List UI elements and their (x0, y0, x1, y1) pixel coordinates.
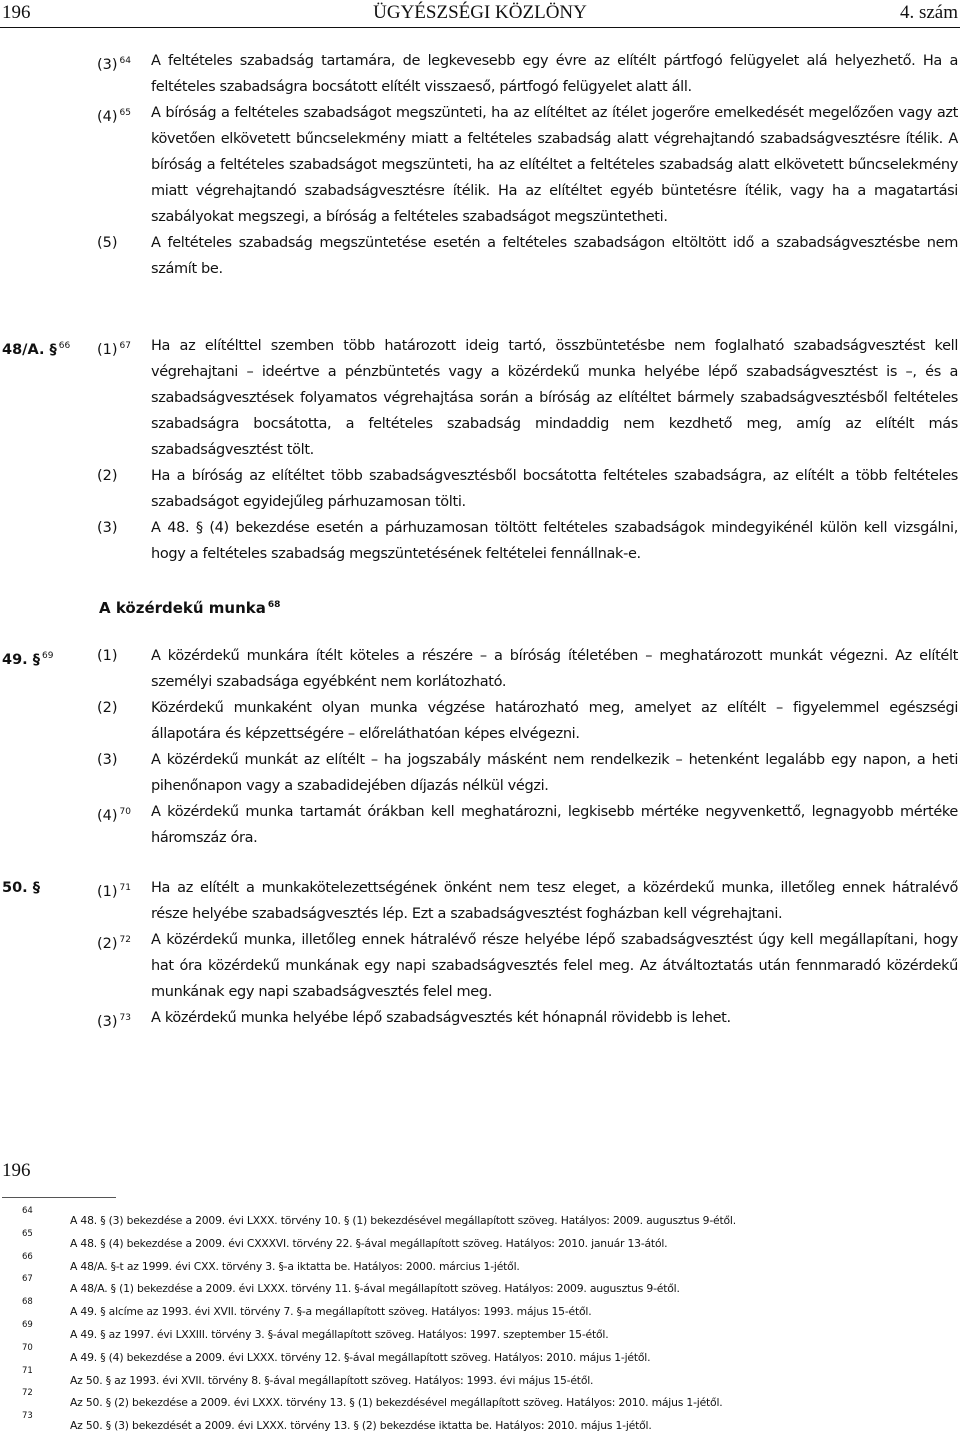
section-49 (0, 643, 960, 851)
footnote-number: 64 (22, 1206, 33, 1216)
paragraph-label: (3) (97, 520, 118, 536)
footnote-text: A 48/A. § (1) bekezdése a 2009. évi LXXX. törvény 11. §-ával megállapított szöveg. Hatályos: 2009. augusztus 9-étől. (70, 1282, 680, 1296)
footnote (0, 1388, 960, 1415)
paragraph-48-5 (0, 230, 960, 282)
footnote (0, 1251, 960, 1279)
paragraph-48-4 (0, 100, 960, 230)
footnote-ref: 68 (267, 600, 281, 610)
footnote (0, 1228, 960, 1256)
footnote-number: 70 (22, 1342, 33, 1353)
paragraph-text: A bíróság a feltételes szabadságot megszünteti, ha az elítéltet az ítélet jogerőre emelkedését megelőzően vagy azt követően elkövetett bűncselekmény miatt a feltételes szabadság alatt végrehajtandó szabadságvesztésre ítélik. A bíróság a feltételes szabadságot megszünteti, ha az elítéltet a feltételes szabadság alatt elkövetett bűncselekmény miatt végrehajtandó szabadságvesztésre ítélik. Ha az elítéltet egyéb büntetésre ítélik, vagy ha a magatartási szabályokat megszegi, a bíróság a feltételes szabadságot megszüntetheti. (151, 105, 958, 225)
footnote (0, 1342, 960, 1370)
footnote-text: A 49. § alcíme az 1993. évi XVII. törvény 7. §-a megállapított szöveg. Hatályos: 1993. május 15-étől. (70, 1305, 592, 1319)
section-label: 48/A. § $^{66}$ (2, 341, 71, 358)
paragraph-48-3 (0, 48, 960, 100)
footnote (0, 1411, 960, 1438)
footnote-ref: 65 (119, 108, 131, 118)
footnote-number: 69 (22, 1319, 33, 1330)
paragraph-text: A közérdekű munka, illetőleg ennek hátralévő része helyébe lépő szabadságvesztést úgy kell megállapítani, hogy hat óra közérdekű munkának egy napi szabadságvesztés felel meg. Az átváltoztatás után fennmaradó közérdekű munkának egy napi szabadságvesztés felel meg. (151, 932, 958, 1000)
paragraph-text: A közérdekű munka tartamát órákban kell meghatározni, legkisebb mértéke negyvenkettő, legnagyobb mértéke háromszáz óra. (151, 804, 958, 846)
footnote-text: Az 50. § az 1993. évi XVII. törvény 8. §-ával megállapított szöveg. Hatályos: 1993. évi május 15-étől. (70, 1373, 594, 1387)
footnote-ref: 71 (119, 883, 131, 893)
paragraph-label: (3) $^{73}$ (97, 1013, 131, 1030)
footer-page-number: 196 (2, 1160, 31, 1181)
paragraph-label: (3) (97, 752, 118, 768)
paragraph-text: A közérdekű munka helyébe lépő szabadságvesztés két hónapnál rövidebb is lehet. (151, 1010, 731, 1026)
paragraph-label: (4) $^{65}$ (97, 108, 131, 125)
running-header (0, 0, 960, 28)
footnote-ref: 66 (58, 341, 71, 351)
paragraph-label: (4) $^{70}$ (97, 807, 131, 824)
paragraph-text: A közérdekű munkát az elítélt – ha jogszabály másként nem rendelkezik – hetenként legalább egy napon, a heti pihenőnapon vagy a szabadidejében díjazás nélkül végzi. (151, 752, 958, 794)
paragraph-49-2 (0, 695, 960, 747)
section-label: 50. § (2, 880, 40, 896)
paragraph-49-3 (0, 747, 960, 799)
paragraph-label: (1) $^{67}$ (97, 341, 131, 358)
paragraph-text: Közérdekű munkaként olyan munka végzése határozható meg, amelyet az elítélt – figyelemmel egészségi állapotára és képzettségére – előreláthatóan képes elvégezni. (151, 700, 958, 742)
footnote-number: 68 (22, 1297, 33, 1308)
paragraph-label: (1) (97, 648, 118, 664)
paragraph-label: (3) $^{64}$ (97, 56, 131, 73)
footnote-divider (2, 1197, 116, 1198)
paragraph-text: Ha a bíróság az elítéltet több szabadságvesztésből bocsátotta feltételes szabadságra, az elítélt a több feltételes szabadságot egyidejűleg párhuzamosan tölti. (151, 468, 958, 510)
paragraph-label: (1) $^{71}$ (97, 883, 131, 900)
paragraph-50-1 (0, 875, 960, 927)
paragraph-48a-1 (0, 333, 960, 463)
footnote-ref: 70 (119, 807, 131, 817)
footnote-number: 66 (22, 1251, 33, 1262)
footnotes (0, 1206, 960, 1438)
footnote-text: A 48. § (4) bekezdése a 2009. évi CXXXVI. törvény 22. §-ával megállapított szöveg. Hatályos: 2010. január 13-ától. (70, 1236, 668, 1250)
paragraph-50-3 (0, 1005, 960, 1031)
header-issue: 4. szám (899, 2, 958, 23)
journal-title: ÜGYÉSZSÉGI KÖZLÖNY (373, 2, 587, 23)
paragraph-text: A 48. § (4) bekezdése esetén a párhuzamosan töltött feltételes szabadságok mindegyikénél külön kell vizsgálni, hogy a feltételes szabadság megszüntetésének feltételei fennállnak-e. (151, 520, 958, 562)
paragraph-48a-3 (0, 515, 960, 567)
paragraph-label: (2) $^{72}$ (97, 935, 131, 952)
footnote-number: 73 (22, 1411, 33, 1422)
paragraph-text: A közérdekű munkára ítélt köteles a részére – a bíróság ítéletében – meghatározott munkát végezni. Az elítélt személyi szabadsága egyébként nem korlátozható. (151, 648, 958, 690)
footnote-ref: 67 (119, 341, 131, 351)
paragraph-50-2 (0, 927, 960, 1005)
section-48a (0, 333, 960, 567)
footnote-number: 71 (22, 1365, 33, 1376)
footnote-ref: 73 (119, 1013, 131, 1023)
footnote-ref: 72 (119, 935, 131, 945)
footnote-text: Az 50. § (2) bekezdése a 2009. évi LXXX. törvény 13. § (1) bekezdésével megállapított szöveg. Hatályos: 2010. május 1-jétől. (70, 1396, 723, 1410)
footnote-ref: 64 (119, 56, 131, 66)
footnote (0, 1274, 960, 1301)
section-label: 49. § $^{69}$ (2, 651, 54, 668)
footnote-number: 72 (22, 1388, 33, 1399)
paragraph-48a-2 (0, 463, 960, 515)
footnote-number: 67 (22, 1274, 33, 1285)
footnote-text: A 48. § (3) bekezdése a 2009. évi LXXX. törvény 10. § (1) bekezdésével megállapított szöveg. Hatályos: 2009. augusztus 9-étől. (70, 1214, 736, 1227)
subheading: A közérdekű munka $^{68}$ (99, 599, 281, 617)
paragraph-text: A feltételes szabadság megszüntetése esetén a feltételes szabadságon eltöltött idő a szabadságvesztésbe nem számít be. (151, 235, 958, 277)
paragraph-text: Ha az elítélt a munkakötelezettségének önként nem tesz eleget, a közérdekű munka, illetőleg ennek hátralévő része helyébe szabadságvesztés lép. Ezt a szabadságvesztést fogházban kell végrehajtani. (151, 880, 958, 922)
footnote-text: A 49. § (4) bekezdése a 2009. évi LXXX. törvény 12. §-ával megállapított szöveg. Hatályos: 2010. május 1-jétől. (70, 1350, 651, 1364)
footnote (0, 1206, 960, 1233)
footnote (0, 1365, 960, 1393)
header-page-number: 196 (2, 2, 31, 23)
footnote-text: A 48/A. §-t az 1999. évi CXX. törvény 3. §-a iktatta be. Hatályos: 2000. március 1-jétől. (70, 1259, 520, 1273)
section-48 (0, 48, 960, 282)
footnote (0, 1319, 960, 1347)
footnote-text: Az 50. § (3) bekezdését a 2009. évi LXXX. törvény 13. § (2) bekezdése iktatta be. Hatályos: 2010. május 1-jétől. (70, 1419, 652, 1433)
footnote-number: 65 (22, 1228, 33, 1239)
footnote-ref: 69 (42, 651, 54, 661)
footnote (0, 1297, 960, 1324)
section-50 (0, 875, 960, 1031)
paragraph-label: (5) (97, 235, 118, 251)
paragraph-text: A feltételes szabadság tartamára, de legkevesebb egy évre az elítélt pártfogó felügyelet alá helyezhető. Ha a feltételes szabadságra bocsátott elítélt visszaeső, pártfogó felügyelet alatt áll. (151, 53, 958, 95)
paragraph-49-4 (0, 799, 960, 851)
paragraph-text: Ha az elítélttel szemben több határozott ideig tartó, összbüntetésbe nem foglalható szabadságvesztést kell végrehajtani – ideértve a pénzbüntetés vagy a közérdekű munka helyébe lépő szabadságvesztést is –, és a szabadságvesztések folyamatos végrehajtása során a bíróság az elítéltet bármely szabadságvesztésből feltételes szabadságra bocsátotta, a feltételes szabadság mindaddig nem kezdhető meg, amíg az elítélt más szabadságvesztést tölt. (151, 338, 958, 458)
paragraph-49-1 (0, 643, 960, 695)
paragraph-label: (2) (97, 700, 118, 716)
paragraph-label: (2) (97, 468, 118, 484)
footnote-text: A 49. § az 1997. évi LXXIII. törvény 3. §-ával megállapított szöveg. Hatályos: 1997. szeptember 15-étől. (70, 1327, 609, 1341)
